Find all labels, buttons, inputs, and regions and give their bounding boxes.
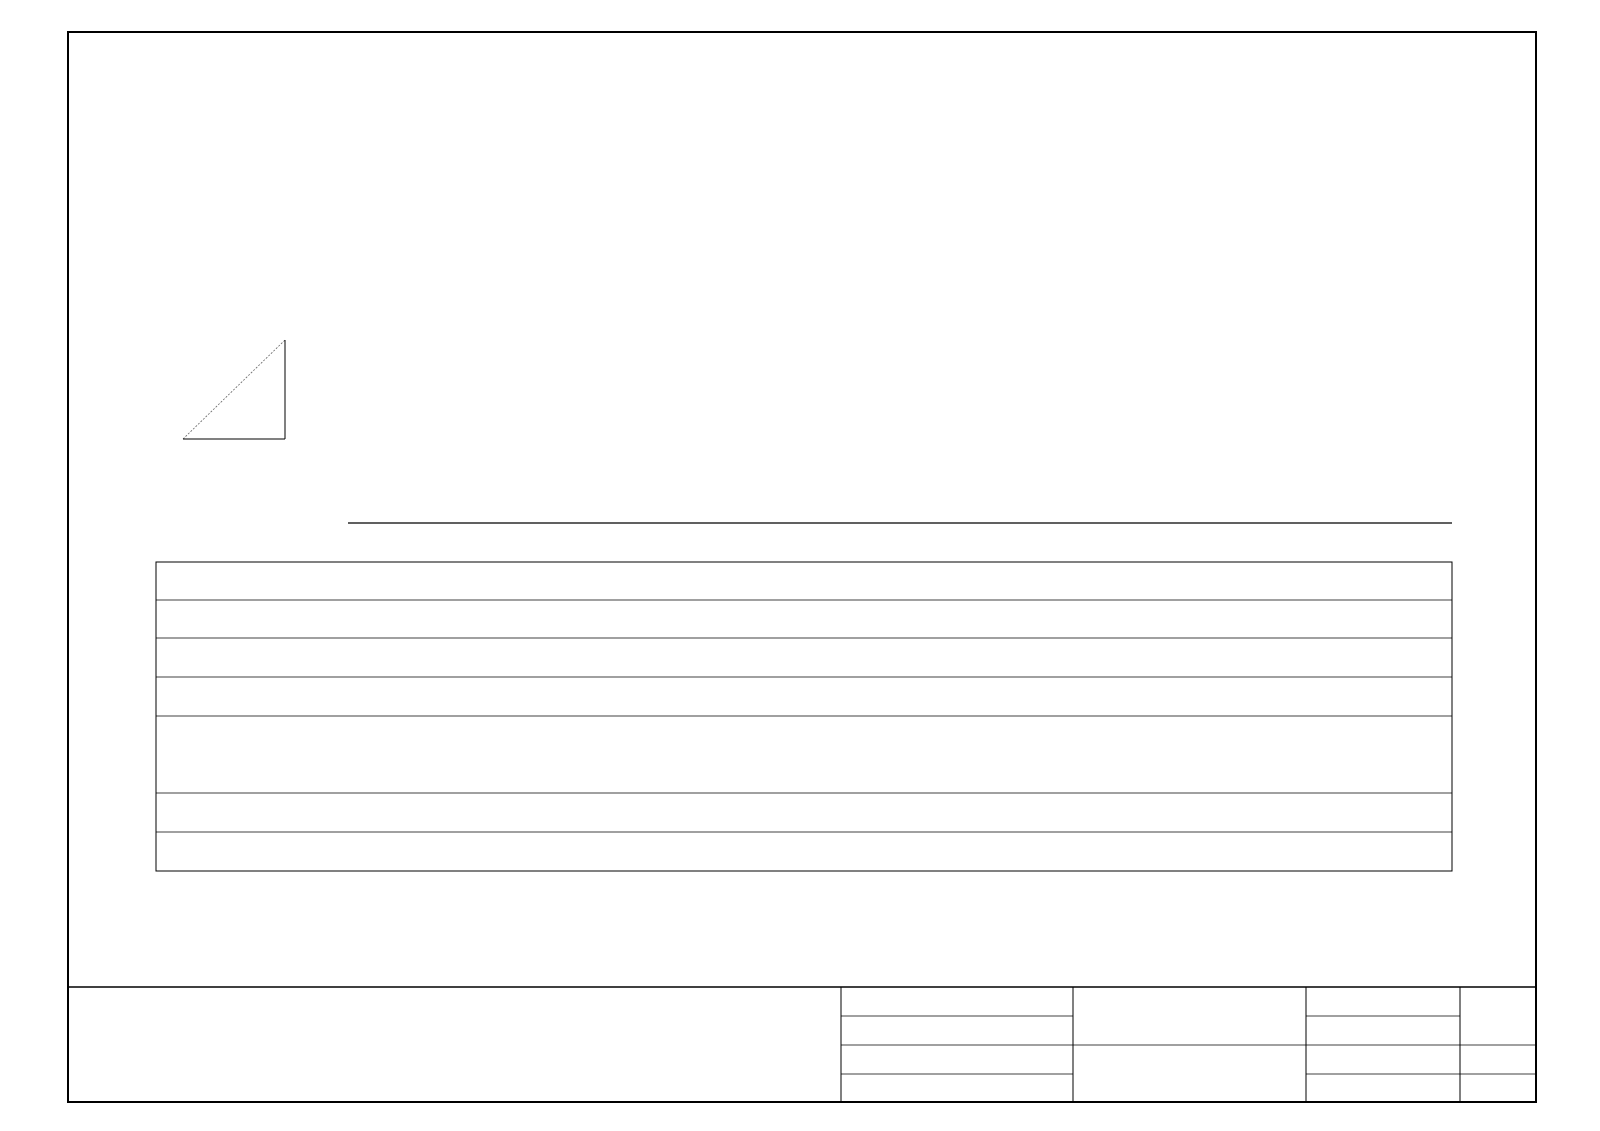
data-table-grid <box>156 562 1452 871</box>
scale-triangle <box>183 340 285 439</box>
title-block <box>67 987 1537 1103</box>
